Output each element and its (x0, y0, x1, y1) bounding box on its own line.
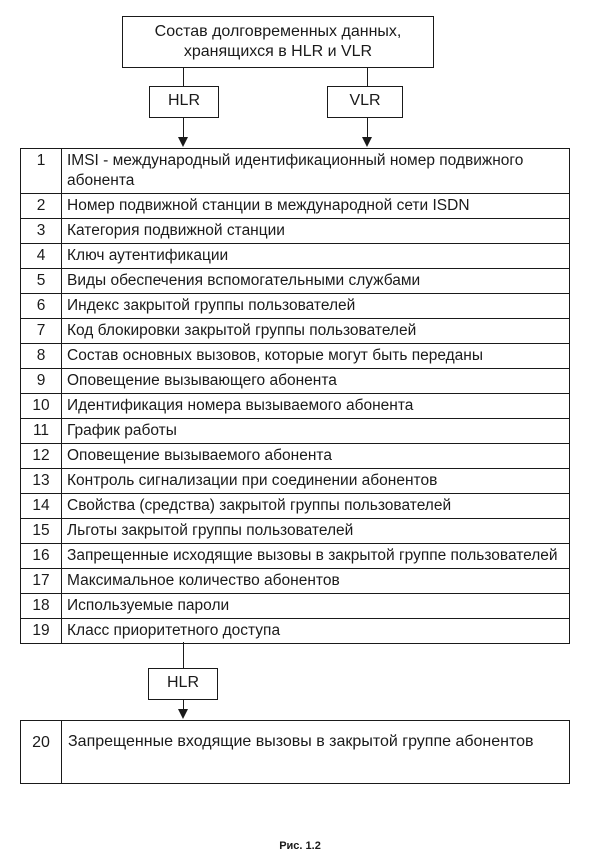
row-text: Максимальное количество абонентов (67, 572, 340, 589)
row-text: Код блокировки закрытой группы пользователей (67, 322, 417, 339)
table-row (21, 219, 569, 244)
row-number: 17 (21, 569, 62, 593)
row-number: 12 (21, 444, 62, 468)
arrow-head-hlr (178, 137, 188, 147)
row-text: Оповещение вызываемого абонента (67, 447, 332, 464)
long-term-data-table (20, 148, 570, 644)
table-row (21, 369, 569, 394)
connector-title-hlr (183, 68, 184, 86)
row-text: Льготы закрытой группы пользователей (67, 522, 354, 539)
row-number: 3 (21, 219, 62, 243)
table-row (21, 569, 569, 594)
row-number: 16 (21, 544, 62, 568)
row-text: Виды обеспечения вспомогательными службами (67, 272, 421, 289)
arrow-head-vlr (362, 137, 372, 147)
row-number: 14 (21, 494, 62, 518)
title-line-1: Состав долговременных данных, (154, 23, 402, 40)
table-row (21, 394, 569, 419)
table-row (21, 194, 569, 219)
row-text: Запрещенные исходящие вызовы в закрытой группе пользователей (67, 547, 558, 564)
row-number: 9 (21, 369, 62, 393)
table-row (21, 444, 569, 469)
table-row (21, 419, 569, 444)
arrow-head-hlr-bottom (178, 709, 188, 719)
table-row (21, 594, 569, 619)
table-row (21, 544, 569, 569)
row-number: 6 (21, 294, 62, 318)
table-row (21, 149, 569, 194)
row-number: 1 (21, 149, 62, 193)
figure-caption: Рис. 1.2 (279, 840, 321, 852)
table-row (21, 494, 569, 519)
table-row (21, 294, 569, 319)
row-number: 13 (21, 469, 62, 493)
row-text: Контроль сигнализации при соединении абонентов (67, 472, 438, 489)
arrow-line-vlr (367, 118, 368, 138)
row-text: Идентификация номера вызываемого абонента (67, 397, 414, 414)
row-number: 19 (21, 619, 62, 643)
table-row (21, 344, 569, 369)
row-text: Оповещение вызывающего абонента (67, 372, 337, 389)
connector-title-vlr (367, 68, 368, 86)
table-row (21, 319, 569, 344)
row-text: График работы (67, 422, 177, 439)
row-number: 15 (21, 519, 62, 543)
hlr-tag: HLR (149, 86, 219, 118)
row-number: 18 (21, 594, 62, 618)
arrow-line-hlr (183, 118, 184, 138)
table-row (21, 469, 569, 494)
row-number: 5 (21, 269, 62, 293)
row-text: Категория подвижной станции (67, 222, 285, 239)
table-row (21, 519, 569, 544)
row-number: 10 (21, 394, 62, 418)
table-row (21, 619, 569, 643)
row-text: Состав основных вызовов, которые могут быть переданы (67, 347, 483, 364)
row-number: 2 (21, 194, 62, 218)
connector-table-hlr-bottom (183, 642, 184, 668)
row-text: Свойства (средства) закрытой группы пользователей (67, 497, 452, 514)
row-number: 7 (21, 319, 62, 343)
row-number: 8 (21, 344, 62, 368)
row-text: IMSI - международный идентификационный номер подвижного абонента (67, 152, 524, 189)
row-number: 20 (21, 721, 62, 783)
row-text: Индекс закрытой группы пользователей (67, 297, 356, 314)
hlr-bottom-tag: HLR (148, 668, 218, 700)
row-number: 11 (21, 419, 62, 443)
row-text: Запрещенные входящие вызовы в закрытой группе абонентов (68, 733, 534, 750)
table-row (21, 269, 569, 294)
title-line-2: хранящихся в HLR и VLR (183, 43, 373, 60)
row-number: 4 (21, 244, 62, 268)
table-row (21, 244, 569, 269)
row-text: Ключ аутентификации (67, 247, 229, 264)
vlr-tag: VLR (327, 86, 403, 118)
diagram-title-box (122, 16, 434, 68)
row-text: Номер подвижной станции в международной сети ISDN (67, 197, 470, 214)
row-text: Используемые пароли (67, 597, 230, 614)
final-row-box (20, 720, 570, 784)
row-text: Класс приоритетного доступа (67, 622, 281, 639)
